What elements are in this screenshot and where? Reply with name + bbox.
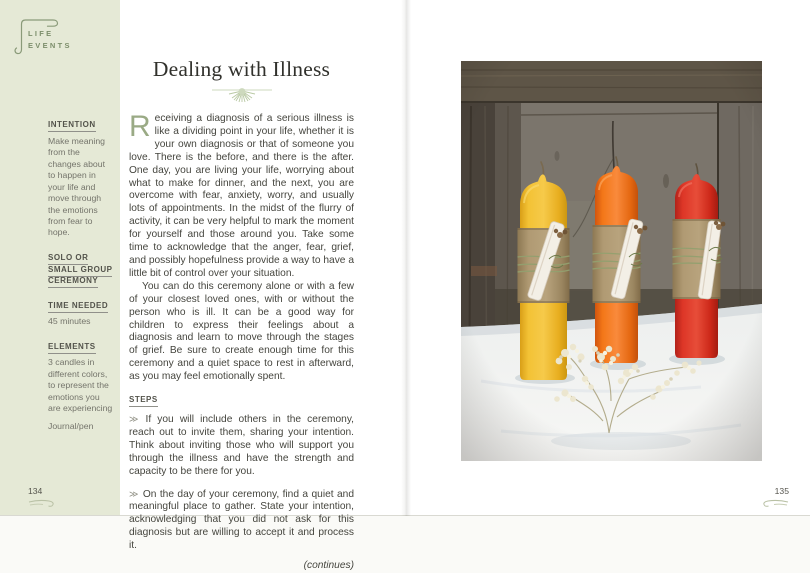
continues-note: (continues) — [303, 560, 354, 572]
sidebar-text-time-needed: 45 minutes — [48, 316, 91, 327]
series-label-line2: EVENTS — [28, 41, 72, 51]
sidebar-text-elements: 3 candles in different colors, to represent the emotions you are experiencing — [48, 357, 113, 414]
page-number-right — [761, 486, 789, 508]
sidebar-content — [48, 119, 114, 443]
series-logo — [13, 13, 91, 59]
step-item-1 — [129, 413, 354, 479]
step-bullet-icon: ≫ — [129, 488, 139, 499]
sunburst-ornament-icon — [212, 85, 272, 105]
page-number-left-value: 134 — [28, 486, 43, 496]
step-item-2 — [129, 488, 354, 554]
spine-divider — [401, 0, 411, 516]
step-1-text: If you will include others in the ceremony, reach out to invite them, sharing your intention. Think about inviting those who will support you through the illness and have the strength and capacity to be there for you. — [129, 414, 354, 477]
steps-heading: STEPS — [129, 395, 354, 404]
series-label — [28, 28, 72, 53]
sidebar-heading-ceremony-type: SOLO OR SMALL GROUP CEREMONY — [48, 252, 114, 287]
three-candles-photo — [461, 61, 762, 461]
page-number-left — [28, 486, 56, 508]
article-column — [129, 0, 354, 573]
sidebar-heading-intention: INTENTION — [48, 119, 114, 131]
paragraph-2: You can do this ceremony alone or with a few of your closest loved ones, with or without the person who is ill. It can be a good way for children to express their feelings about a diagnosis and learn to move through the stages of grief. Be sure to create enough time for this ceremony and a quiet space to rest in afterward, as you may feel emotionally spent. — [129, 280, 354, 383]
flourish-icon — [28, 498, 56, 508]
page-number-right-value: 135 — [774, 486, 789, 496]
step-bullet-icon: ≫ — [129, 414, 139, 425]
series-label-line1: LIFE — [28, 29, 54, 38]
flourish-icon — [761, 498, 789, 508]
sidebar-heading-time-needed: TIME NEEDED — [48, 300, 114, 312]
sidebar-text-journal: Journal/pen — [48, 420, 94, 431]
candles-photo-illustration — [461, 61, 762, 461]
sidebar-heading-elements: ELEMENTS — [48, 341, 114, 353]
drop-cap: R — [129, 110, 151, 143]
paragraph-1-text: eceiving a diagnosis of a serious illness is like a dividing point in your life, whether it is your own diagnosis or that of someone you love. There is the before, and there is the after. One day, you are living your life, worrying about what to make for dinner, and the next, you are overcome with fear, anxiety, worry, and usually lots of appointments. In the midst of the flurry of activity, it can be very helpful to mark the moment for yourself and those around you. Take some time to acknowledge that the anger, fear, grief, and possibly hopefulness provide a way to have a little bit of control over your situation. — [129, 113, 354, 279]
sidebar — [0, 0, 120, 515]
article-body — [129, 110, 354, 573]
right-page — [406, 0, 810, 516]
page-title: Dealing with Illness — [152, 57, 331, 81]
sidebar-text-intention: Make meaning from the changes about to happen in your life and move through the emotions from fear to hope. — [48, 135, 105, 238]
step-2-text: On the day of your ceremony, find a quiet and meaningful place to gather. State your intention, acknowledging that you did not ask for this diagnosis but are willing to accept it and process it. — [129, 488, 354, 552]
paragraph-1 — [129, 110, 354, 281]
